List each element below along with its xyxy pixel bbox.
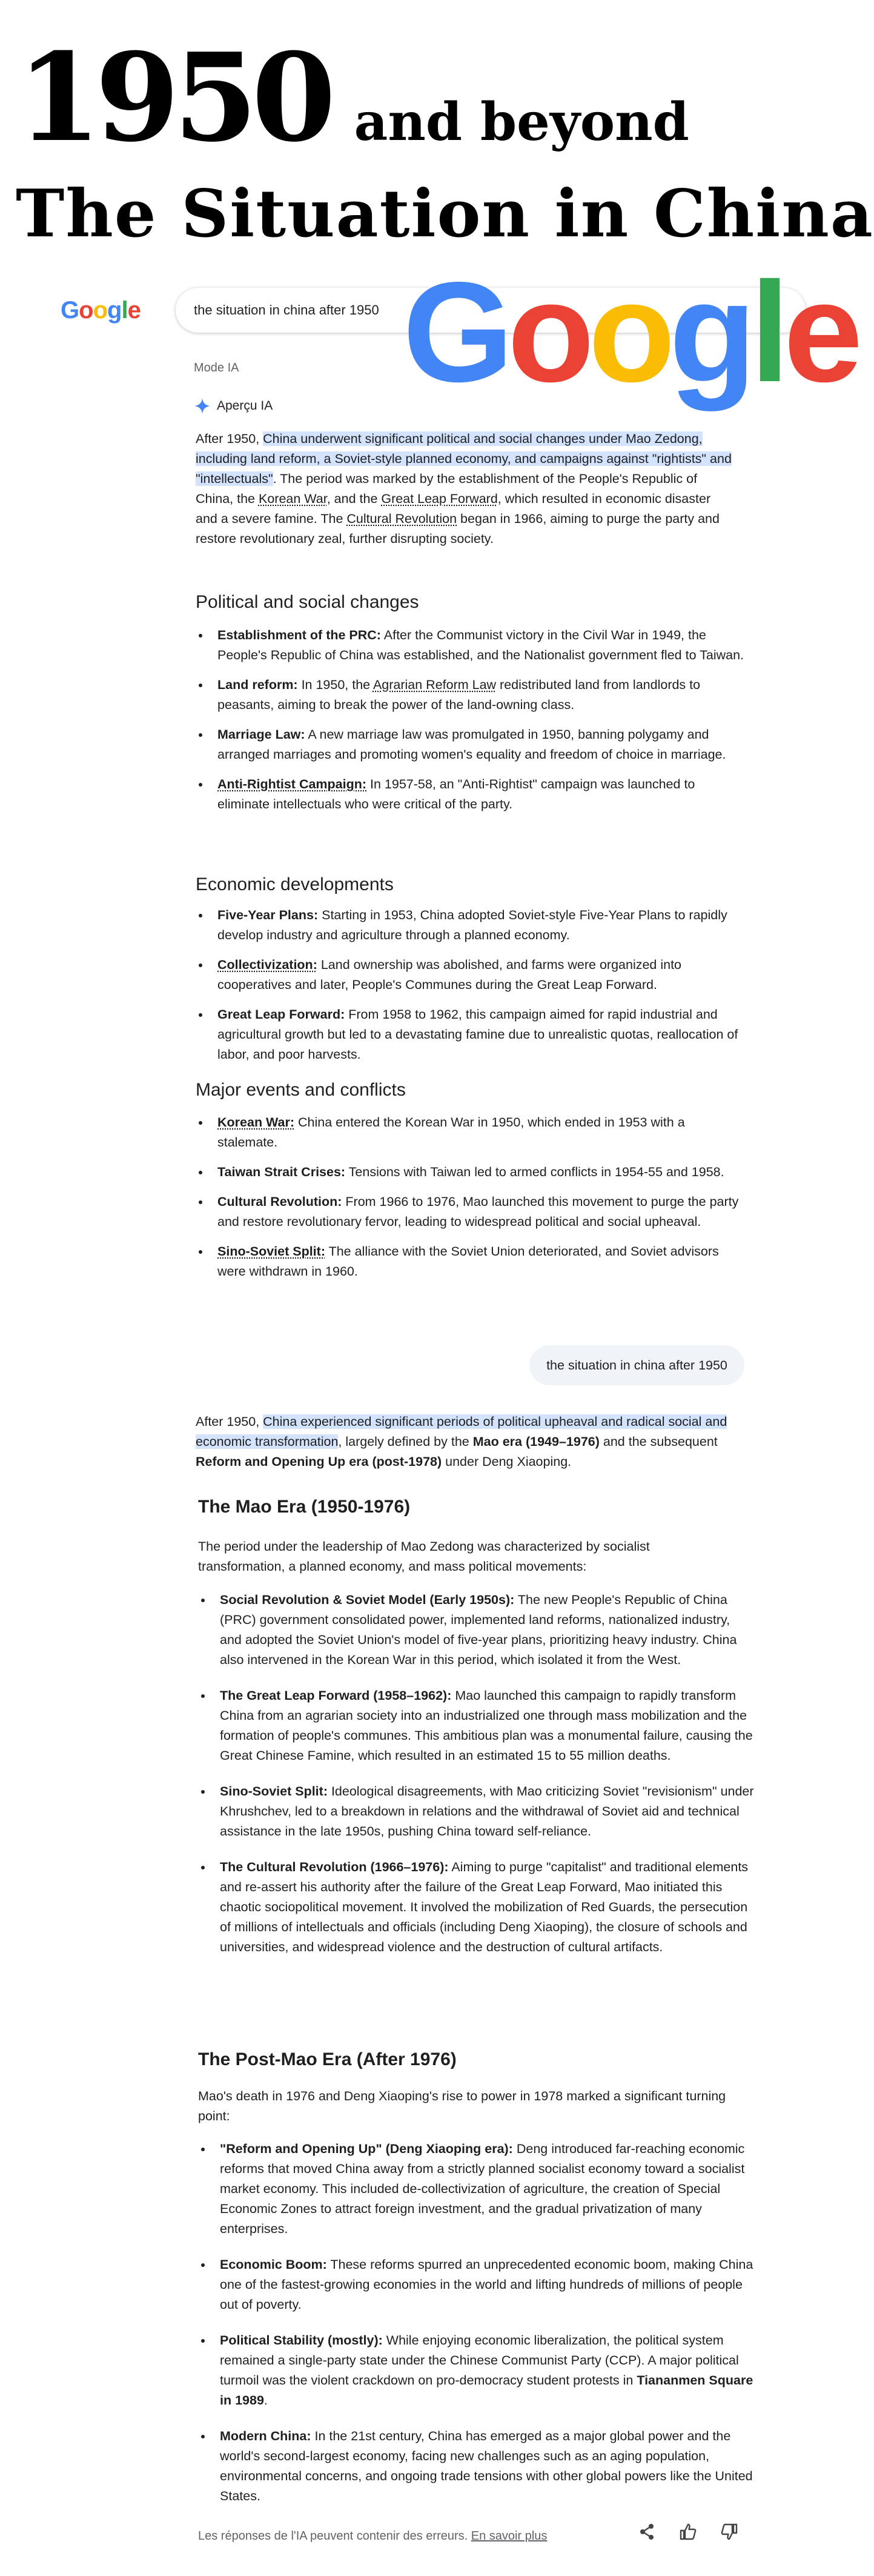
banner-title-line (17, 27, 689, 169)
mode-label: Mode IA (194, 361, 239, 374)
item-term: Land reform: (217, 677, 298, 692)
feedback-actions (637, 2522, 739, 2541)
item-text: Tensions with Taiwan led to armed conflicts in 1954-55 and 1958. (345, 1165, 724, 1179)
bold-text: Tiananmen Square in 1989 (220, 2373, 753, 2408)
banner-and-beyond: and beyond (354, 92, 689, 153)
section-heading: The Mao Era (1950-1976) (198, 1497, 411, 1517)
logo-letter: o (507, 252, 589, 411)
item-term: Establishment of the PRC: (217, 628, 381, 642)
item-text: From 1966 to 1976, Mao launched this movement to purge the party and restore revolutionary fervor, leading to widespread political and social upheaval. (217, 1194, 739, 1229)
highlighted-text: China experienced significant periods of political upheaval and radical social and economic transformation (196, 1414, 727, 1449)
list-item (210, 1113, 746, 1153)
logo-letter: o (79, 297, 93, 324)
item-text: A new marriage law was promulgated in 1950, banning polygamy and arranged marriages and promoting women's equality and freedom of choice in marriage. (217, 727, 726, 762)
search-input[interactable]: the situation in china after 1950 (194, 302, 379, 318)
item-term: Political Stability (mostly): (220, 2333, 383, 2348)
google-logo-large (403, 252, 857, 411)
list-item (213, 2331, 755, 2411)
share-icon[interactable] (637, 2522, 657, 2541)
list-item (213, 1857, 755, 1957)
answer-intro (196, 1412, 738, 1472)
list-item (213, 2426, 755, 2506)
list-item (210, 774, 746, 814)
logo-letter: G (403, 252, 508, 411)
text: After 1950, (196, 1414, 263, 1429)
highlighted-text: China underwent significant political and social changes under Mao Zedong, including land reform, a Soviet-style planned economy, and campaigns against "rightists" and "intellectuals" (196, 431, 732, 486)
list-item (210, 725, 746, 765)
item-term: Economic Boom: (220, 2257, 327, 2272)
section-heading: Major events and conflicts (196, 1080, 406, 1100)
list-item (210, 1005, 746, 1065)
item-text: The alliance with the Soviet Union deteriorated, and Soviet advisors were withdrawn in 1960. (217, 1244, 719, 1279)
logo-letter: e (127, 297, 141, 324)
list-item (210, 1162, 746, 1182)
item-term-link[interactable]: Korean War: (217, 1115, 295, 1130)
bullet-list (196, 625, 746, 814)
bold-text: Reform and Opening Up era (post-1978) (196, 1454, 442, 1469)
item-term: The Great Leap Forward (1958–1962): (220, 1688, 452, 1703)
section-intro (198, 1537, 740, 1577)
logo-letter: o (588, 252, 669, 411)
list-item (213, 2139, 755, 2239)
list-item (210, 675, 746, 715)
bullet-list (198, 1590, 755, 1957)
item-term: Sino-Soviet Split: (220, 1784, 328, 1799)
item-text: From 1958 to 1962, this campaign aimed for rapid industrial and agricultural growth but led to a devastating famine due to unrealistic quotas, reallocation of labor, and poor harvests. (217, 1007, 738, 1062)
ai-overview-header (194, 398, 273, 414)
text: After 1950, (196, 431, 263, 446)
logo-letter: e (783, 252, 857, 411)
text: , which resulted in economic disaster and a severe famine. The (196, 491, 711, 526)
answer-paragraph (196, 1412, 738, 1472)
learn-more-link[interactable]: En savoir plus (471, 2529, 548, 2543)
ai-overview-label: Aperçu IA (217, 399, 273, 413)
logo-letter: l (121, 297, 128, 324)
item-text: While enjoying economic liberalization, the political system remained a single-party state under the Chinese Communist Party (CCP). A major political turmoil was the violent crackdown on pro-democracy student protests in (220, 2333, 739, 2388)
overview-paragraph (196, 429, 732, 549)
section-intro-text: Mao's death in 1976 and Deng Xiaoping's rise to power in 1978 marked a significant turning point: (198, 2089, 726, 2123)
section-intro-text: The period under the leadership of Mao Zedong was characterized by socialist transformation, a planned economy, and mass political movements: (198, 1539, 650, 1574)
banner-year: 1950 (17, 27, 330, 169)
item-text: China entered the Korean War in 1950, which ended in 1953 with a stalemate. (217, 1115, 685, 1150)
section-heading: The Post-Mao Era (After 1976) (198, 2049, 457, 2069)
section-heading: Political and social changes (196, 592, 419, 612)
item-term: Cultural Revolution: (217, 1194, 342, 1209)
banner-subtitle: The Situation in China (16, 176, 874, 252)
thumbs-up-icon[interactable] (678, 2522, 698, 2541)
list-item (213, 1686, 755, 1766)
list-item (210, 625, 746, 665)
item-text: Mao launched this campaign to rapidly transform China from an agrarian society into an industrialized one through mass mobilization and the formation of people's communes. This ambitious plan was a monumental failure, causing the Great Chinese Famine, which resulted in an estimated 15 to 55 million deaths. (220, 1688, 753, 1763)
section-intro (198, 2086, 740, 2126)
list-item (213, 1782, 755, 1842)
google-logo-small[interactable] (61, 297, 141, 324)
item-text: In the 21st century, China has emerged as a major global power and the world's second-largest economy, facing new challenges such as an aging population, environmental concerns, and ongoing trade tensions with other global powers like the United States. (220, 2429, 753, 2503)
item-term: Social Revolution & Soviet Model (Early 1950s): (220, 1593, 515, 1607)
logo-letter: o (93, 297, 107, 324)
text: , and the (326, 491, 382, 506)
section-heading: Economic developments (196, 874, 394, 894)
item-text: Starting in 1953, China adopted Soviet-style Five-Year Plans to rapidly develop industry and agriculture through a planned economy. (217, 908, 727, 942)
list-item (210, 955, 746, 995)
item-term: Great Leap Forward: (217, 1007, 345, 1022)
item-term: Marriage Law: (217, 727, 305, 742)
item-text: These reforms spurred an unprecedented economic boom, making China one of the fastest-growing economies in the world and lifting hundreds of millions of people out of poverty. (220, 2257, 753, 2312)
great-leap-forward-link[interactable]: Great Leap Forward (381, 491, 498, 506)
item-text: After the Communist victory in the Civil War in 1949, the People's Republic of China was established, and the Nationalist government fled to Taiwan. (217, 628, 744, 662)
item-text: In 1957-58, an "Anti-Rightist" campaign was launched to eliminate intellectuals who were critical of the party. (217, 777, 695, 811)
item-term-link[interactable]: Collectivization: (217, 957, 317, 972)
item-text: Aiming to purge "capitalist" and traditional elements and re-assert his authority after the failure of the Great Leap Forward, Mao initiated this chaotic sociopolitical movement. It involved the mobilization of Red Guards, the persecution of millions of intellectuals and officials (including Deng Xiaoping), the closure of schools and universities, and widespread violence and the destruction of cultural artifacts. (220, 1860, 749, 1954)
text: and the subsequent (599, 1434, 718, 1449)
text: began in 1966, aiming to purge the party and restore revolutionary zeal, further disrupting society. (196, 511, 720, 546)
bullet-list (198, 2139, 755, 2506)
list-item (213, 2255, 755, 2315)
text: . The period was marked by the establishment of the People's Republic of China, the (196, 471, 698, 506)
list-item (210, 1242, 746, 1282)
korean-war-link[interactable]: Korean War (258, 491, 327, 506)
item-text: Land ownership was abolished, and farms were organized into cooperatives and later, People's Communes during the Great Leap Forward. (217, 957, 682, 992)
logo-letter: g (107, 297, 122, 324)
agrarian-reform-law-link[interactable]: Agrarian Reform Law (372, 677, 497, 692)
text: , largely defined by the (338, 1434, 473, 1449)
disclaimer-text: Les réponses de l'IA peuvent contenir des erreurs. (198, 2529, 471, 2543)
item-text: In 1950, the (297, 677, 373, 692)
bullet-list (196, 905, 746, 1065)
list-item (210, 1192, 746, 1232)
item-text: Deng introduced far-reaching economic reforms that moved China away from a strictly planned socialist economy toward a socialist market economy. This included de-collectivization of agriculture, the creation of Special Economic Zones to attract foreign investment, and the gradual privatization of many enterprises. (220, 2142, 745, 2236)
item-term: "Reform and Opening Up" (Deng Xiaoping era): (220, 2142, 513, 2156)
item-term-link[interactable]: Anti-Rightist Campaign: (217, 777, 367, 791)
sparkle-icon (194, 398, 211, 414)
text: under Deng Xiaoping. (442, 1454, 572, 1469)
logo-letter: g (669, 252, 750, 411)
list-item (210, 905, 746, 945)
logo-letter: G (61, 297, 79, 324)
item-term: Modern China: (220, 2429, 311, 2443)
item-term: Five-Year Plans: (217, 908, 319, 922)
title-banner (0, 0, 874, 273)
item-term: Taiwan Strait Crises: (217, 1165, 346, 1179)
cultural-revolution-link[interactable]: Cultural Revolution (346, 511, 457, 526)
overview-intro (196, 429, 732, 549)
bold-text: Mao era (1949–1976) (472, 1434, 600, 1449)
item-text: Ideological disagreements, with Mao criticizing Soviet "revisionism" under Khrushchev, led to a breakdown in relations and the withdrawal of Soviet aid and technical assistance in the late 1950s, pushing China toward self-reliance. (220, 1784, 754, 1839)
item-term-link[interactable]: Sino-Soviet Split: (217, 1244, 325, 1259)
thumbs-down-icon[interactable] (720, 2522, 739, 2541)
logo-letter: l (750, 252, 784, 411)
item-term: The Cultural Revolution (1966–1976): (220, 1860, 449, 1874)
item-text: redistributed land from landlords to peasants, aiming to break the power of the land-owning class. (217, 677, 701, 712)
bullet-list (196, 1113, 746, 1282)
item-text: The new People's Republic of China (PRC) government consolidated power, implemented land reforms, nationalized industry, and adopted the Soviet Union's model of five-year plans, prioritizing heavy industry. China also intervened in the Korean War in this period, which isolated it from the West. (220, 1593, 737, 1667)
user-message-bubble: the situation in china after 1950 (529, 1345, 744, 1385)
item-text: . (263, 2393, 268, 2408)
ai-disclaimer (198, 2529, 547, 2543)
list-item (213, 1590, 755, 1670)
